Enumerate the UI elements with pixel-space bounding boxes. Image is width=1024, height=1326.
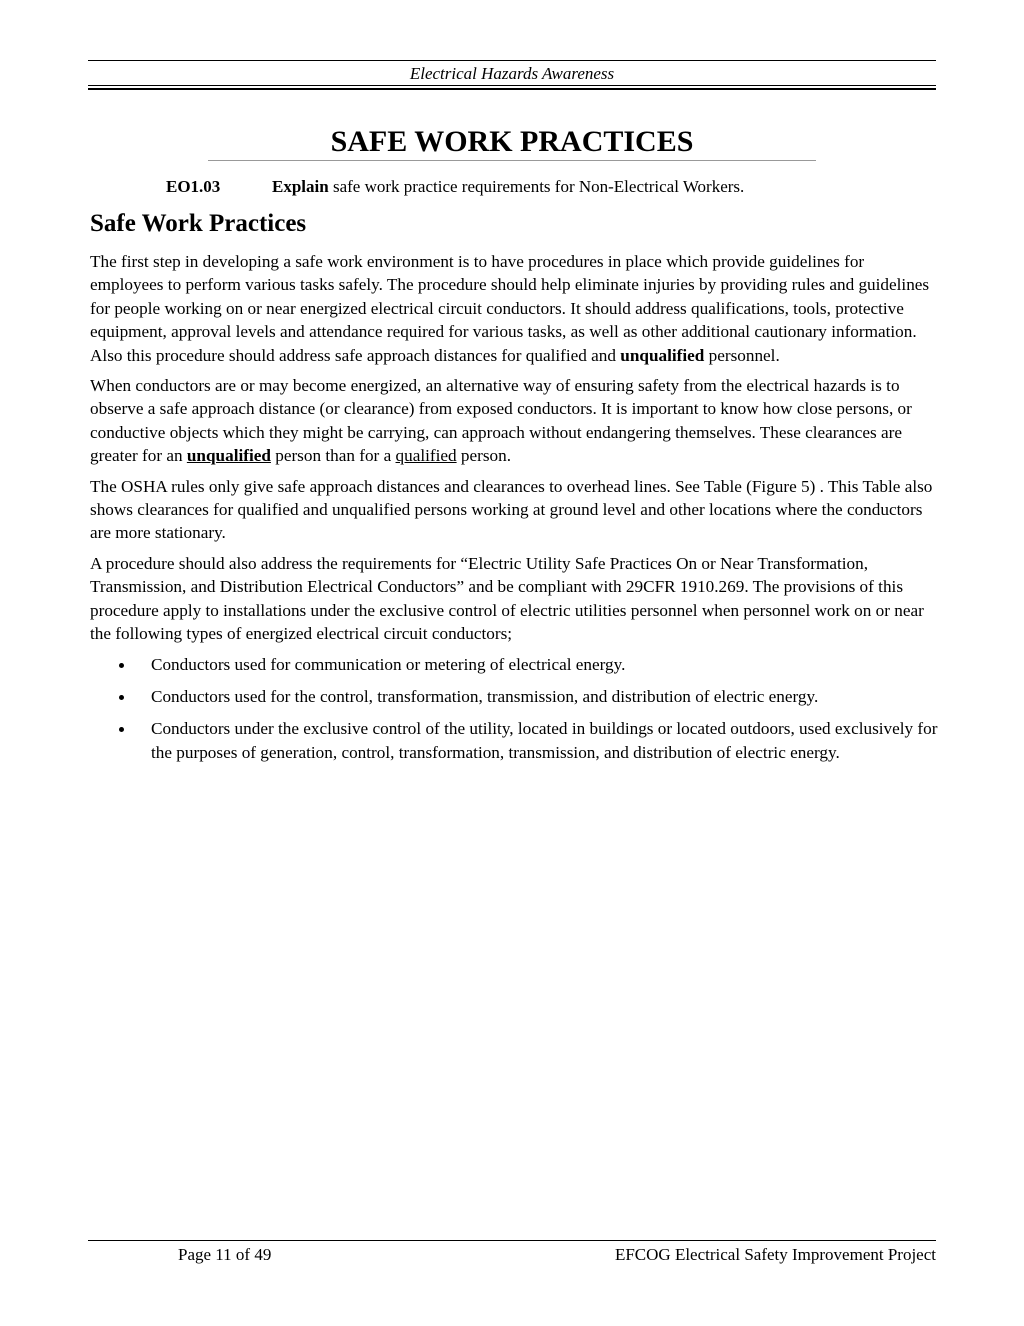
bullet-icon [119,663,124,668]
list-item [90,717,940,764]
header-rule-thick [88,88,936,90]
project-name: EFCOG Electrical Safety Improvement Project [614,1245,936,1264]
paragraph-3: The OSHA rules only give safe approach distances and clearances to overhead lines. See Table (Figure 5) . This Table also shows clearances for qualified and unqualified persons working at ground level and other locations where the conductors are more stationary. [90,476,933,543]
paragraph-4: A procedure should also address the requirements for “Electric Utility Safe Practices On or Near Transformation, Transmission, and Distribution Electrical Conductors” and be compliant with 29CFR 1910.269. The provisions of this procedure apply to installations under the exclusive control of electric utilities personnel when personnel work on or near the following types of energized electrical circuit conductors; [90,553,924,644]
conductor-types-list [90,653,940,765]
unqualified-emphasis-underlined: unqualified [186,446,271,466]
qualified-underlined: qualified [395,446,457,466]
header-rule [88,85,936,86]
section-heading: Safe Work Practices [90,210,307,237]
objective-id: EO1.03 [166,177,221,196]
paragraph-2 [90,374,940,468]
unqualified-emphasis: unqualified [620,345,705,365]
running-header-title: Electrical Hazards Awareness [409,64,615,83]
page-number: Page 11 of 49 [178,1245,272,1264]
page-footer [88,1240,936,1264]
objective-verb: Explain [272,177,329,196]
paragraph-1-text: The first step in developing a safe work environment is to have procedures in place which provide guidelines for employees to perform various tasks safely. The procedure should help eliminate injuries by providing rules and guidelines for people working on or near energized electrical circuit conductors. It should address qualifications, tools, protective equipment, approval levels and attendance required for various tasks, as well as other additional cautionary information. Also this procedure should address safe approach distances for qualified and [90,252,930,365]
body-text [90,250,940,773]
page-title: SAFE WORK PRACTICES [208,124,816,161]
paragraph-2-end: person. [456,446,512,466]
bullet-icon [119,727,124,732]
paragraph-1-end: personnel. [704,345,780,365]
list-item-text: Conductors used for the control, transformation, transmission, and distribution of electric energy. [151,686,819,706]
paragraph-2-mid: person than for a [270,446,396,466]
objective-text: safe work practice requirements for Non-Electrical Workers. [328,177,745,196]
list-item-text: Conductors used for communication or metering of electrical energy. [151,654,626,674]
paragraph-2-text: When conductors are or may become energized, an alternative way of ensuring safety from the electrical hazards is to observe a safe approach distance (or clearance) from exposed conductors. It is important to know how close persons, or conductive objects which they might be carrying, can approach without endangering themselves. These clearances are greater for an [90,376,912,466]
bullet-icon [119,695,124,700]
paragraph-1 [90,250,940,367]
enabling-objective [166,176,744,198]
list-item-text: Conductors under the exclusive control of the utility, located in buildings or located outdoors, used exclusively for the purposes of generation, control, transformation, transmission, and distribution of electric energy. [151,719,938,762]
running-header [88,60,936,87]
list-item [90,685,940,708]
list-item [90,653,940,676]
